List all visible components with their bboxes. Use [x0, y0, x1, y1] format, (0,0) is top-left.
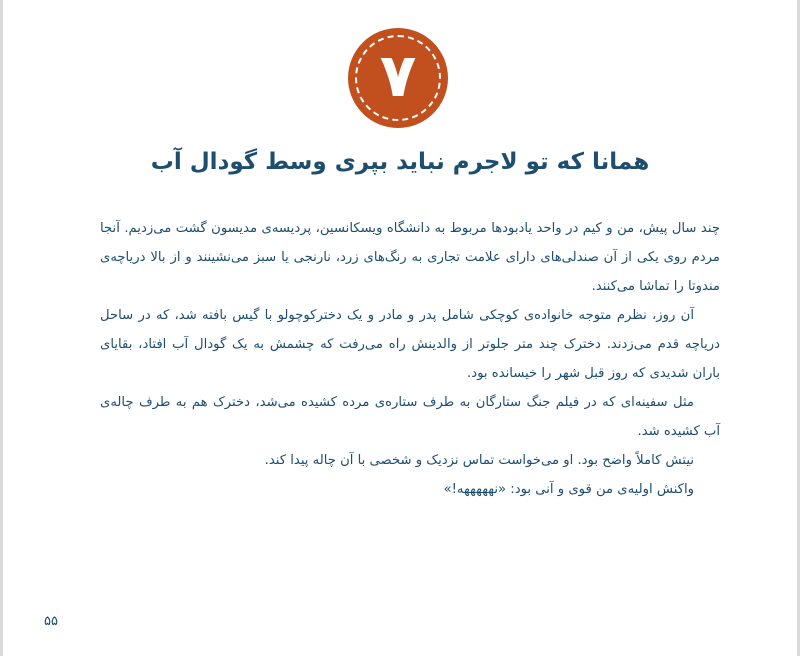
chapter-badge-stitched-ring — [355, 35, 441, 121]
paragraph: چند سال پیش، من و کیم در واحد یادبودها مربوط به دانشگاه ویسکانسین، پردیسه‌ی مدیسون گشت می‌زدیم. آنجا مردم روی یکی از آن صندلی‌های دارای علامت تجاری به رنگ‌های زرد، نارنجی یا سبز می‌نشینند و از بالا دریاچه‌ی مندوتا را تماشا می‌کنند. — [100, 221, 720, 294]
paragraph: نیتش کاملاً واضح بود. او می‌خواست تماس نزدیک و شخصی با آن چاله پیدا کند. — [264, 453, 694, 468]
chapter-number-badge — [348, 28, 448, 128]
paragraph: واکنش اولیه‌ی من قوی و آنی بود: «نهههههه!» — [443, 482, 694, 497]
chapter-number: ۷ — [379, 41, 417, 111]
page-number: ۵۵ — [44, 614, 58, 629]
paragraph: آن روز، نظرم متوجه خانواده‌ی کوچکی شامل پدر و مادر و یک دخترکوچولو با گیس بافته شد، که در ساحل دریاچه قدم می‌زدند. دخترک چند متر جلوتر از والدینش راه می‌رفت که چشمش به یک گودال آب افتاد، بقایای باران شدیدی که روز قبل شهر را خیسانده بود. — [100, 308, 720, 381]
page-edge-left — [0, 0, 3, 656]
chapter-title: همانا که تو لاجرم نباید بپری وسط گودال آب — [150, 149, 650, 175]
chapter-body — [100, 214, 720, 504]
paragraph: مثل سفینه‌ای که در فیلم جنگ ستارگان به طرف ستاره‌ی مرده کشیده می‌شد، دخترک هم به طرف چاله‌ی آب کشیده شد. — [100, 395, 720, 439]
